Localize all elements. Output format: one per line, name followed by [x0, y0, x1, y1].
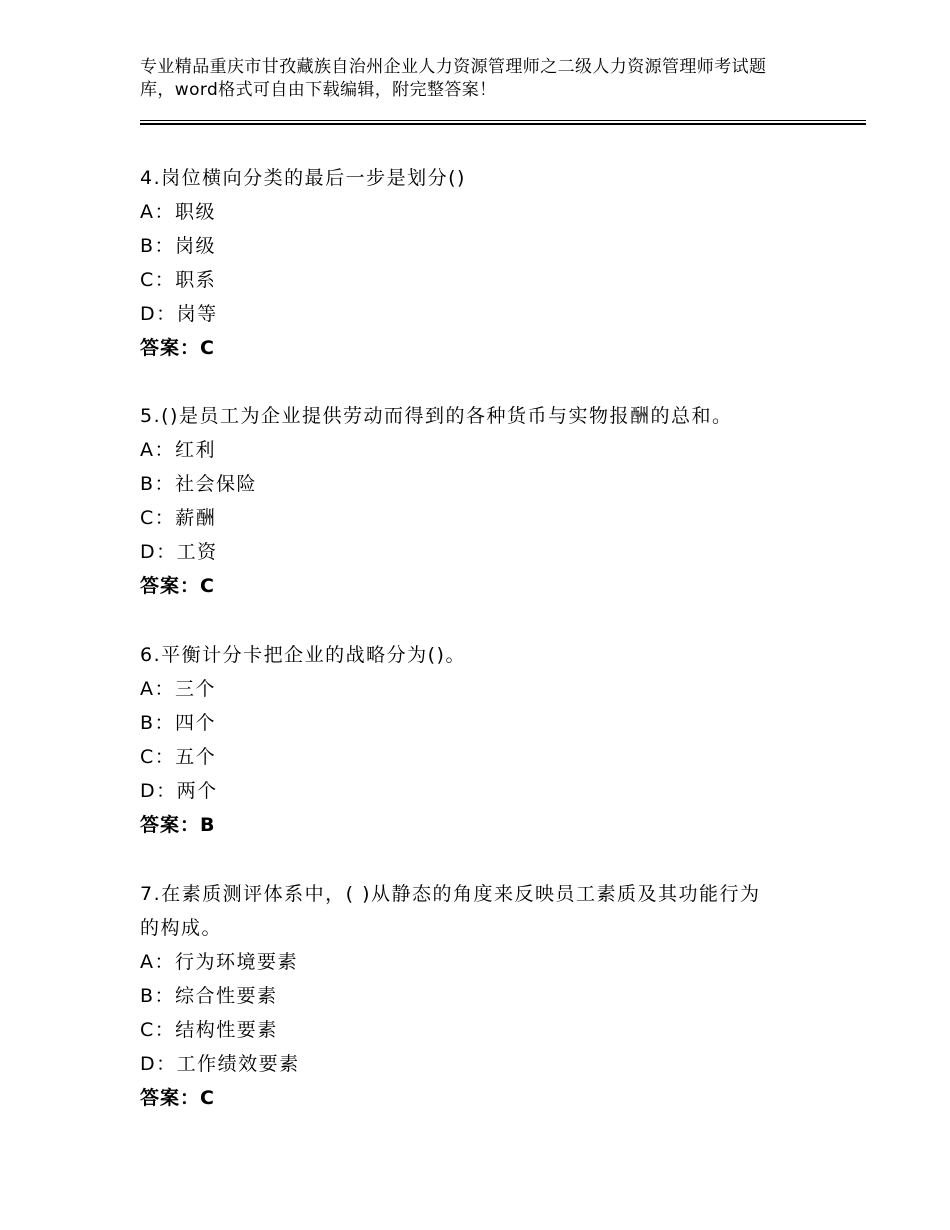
- header-divider-thick: [140, 123, 866, 125]
- answer-label: 答案：C: [140, 1087, 215, 1109]
- answer-label: 答案：C: [140, 337, 215, 359]
- question-stem: 5.()是员工为企业提供劳动而得到的各种货币与实物报酬的总和。: [140, 405, 733, 427]
- document-header: [140, 56, 830, 102]
- question-4: [140, 161, 840, 365]
- option-c: C：薪酬: [140, 507, 217, 529]
- question-stem: 6.平衡计分卡把企业的战略分为()。: [140, 644, 466, 666]
- option-d: D：岗等: [140, 303, 218, 325]
- option-c: C：结构性要素: [140, 1019, 278, 1041]
- question-6: [140, 638, 840, 842]
- option-a: A：红利: [140, 439, 216, 461]
- question-stem-line-1: 7.在素质测评体系中，( )从静态的角度来反映员工素质及其功能行为: [140, 883, 761, 905]
- question-5: [140, 399, 840, 603]
- option-b: B：四个: [140, 712, 217, 734]
- option-d: D：两个: [140, 780, 218, 802]
- header-title-line-1: 专业精品重庆市甘孜藏族自治州企业人力资源管理师之二级人力资源管理师考试题: [140, 57, 767, 77]
- option-a: A：行为环境要素: [140, 951, 298, 973]
- question-7: [140, 877, 840, 1115]
- option-d: D：工作绩效要素: [140, 1053, 300, 1075]
- header-title-line-2: 库，word格式可自由下载编辑，附完整答案！: [140, 80, 497, 100]
- option-a: A：职级: [140, 201, 216, 223]
- option-c: C：职系: [140, 269, 217, 291]
- question-stem-line-2: 的构成。: [140, 917, 223, 939]
- option-a: A：三个: [140, 678, 216, 700]
- option-b: B：社会保险: [140, 473, 258, 495]
- option-b: B：综合性要素: [140, 985, 278, 1007]
- answer-label: 答案：B: [140, 814, 216, 836]
- option-b: B：岗级: [140, 235, 217, 257]
- option-c: C：五个: [140, 746, 217, 768]
- question-stem: 4.岗位横向分类的最后一步是划分(): [140, 167, 466, 189]
- header-divider-thin: [140, 120, 866, 121]
- option-d: D：工资: [140, 541, 218, 563]
- answer-label: 答案：C: [140, 575, 215, 597]
